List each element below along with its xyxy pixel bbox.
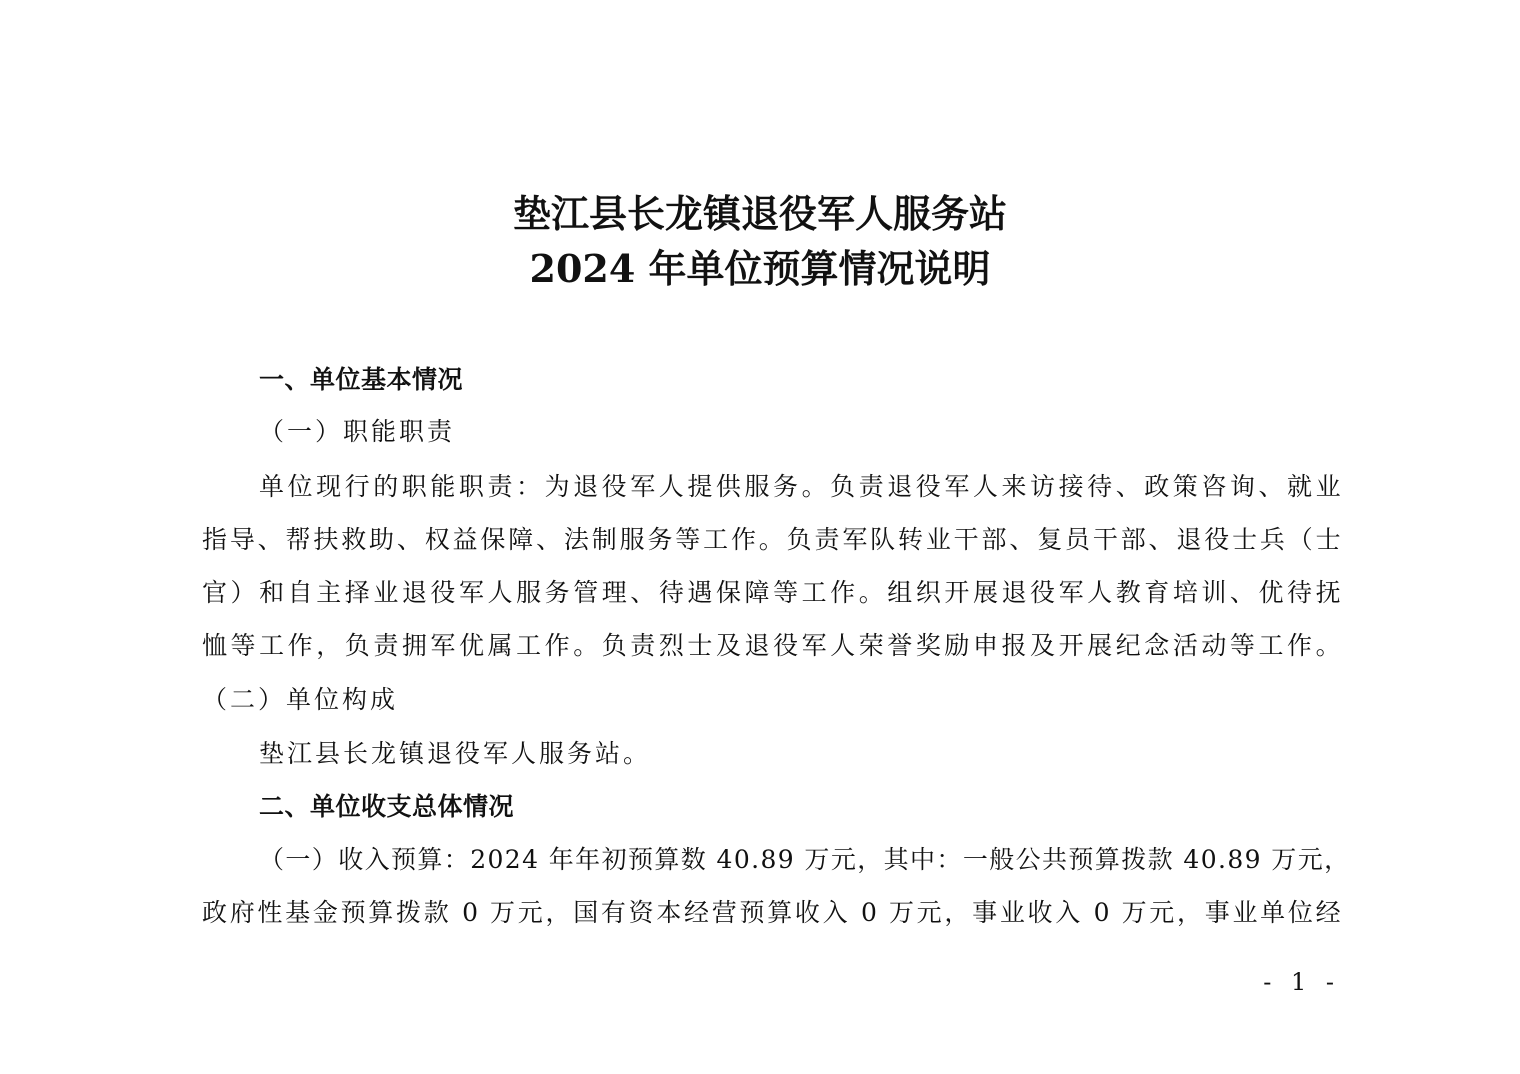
paragraph-line: 恤等工作，负责拥军优属工作。负责烈士及退役军人荣誉奖励申报及开展纪念活动等工作。 xyxy=(202,631,1342,660)
section1-subheading-functions: （一）职能职责 xyxy=(259,417,456,446)
section1-subheading-composition: （二）单位构成 xyxy=(202,685,399,714)
section1-functions-paragraph xyxy=(202,460,1342,672)
paragraph-line: 单位现行的职能职责：为退役军人提供服务。负责退役军人来访接待、政策咨询、就业 xyxy=(259,472,1342,501)
section2-income-paragraph xyxy=(202,833,1351,939)
paragraph-line: 官）和自主择业退役军人服务管理、待遇保障等工作。组织开展退役军人教育培训、优待抚 xyxy=(202,578,1342,607)
paragraph-line: 指导、帮扶救助、权益保障、法制服务等工作。负责军队转业干部、复员干部、退役士兵（士 xyxy=(202,525,1342,554)
paragraph-line: 政府性基金预算拨款 0 万元，国有资本经营预算收入 0 万元，事业收入 0 万元，事业单位经 xyxy=(202,898,1342,927)
page-number: - 1 - xyxy=(1263,968,1340,996)
section1-heading: 一、单位基本情况 xyxy=(259,365,464,394)
section1-composition-paragraph: 垫江县长龙镇退役军人服务站。 xyxy=(259,739,652,768)
section2-heading: 二、单位收支总体情况 xyxy=(259,792,515,821)
document-title-line1: 垫江县长龙镇退役军人服务站 xyxy=(512,191,1007,236)
paragraph-line: （一）收入预算：2024 年年初预算数 40.89 万元，其中：一般公共预算拨款 40.89 万元， xyxy=(259,845,1351,874)
document-title-line2: 2024 年单位预算情况说明 xyxy=(529,246,991,291)
